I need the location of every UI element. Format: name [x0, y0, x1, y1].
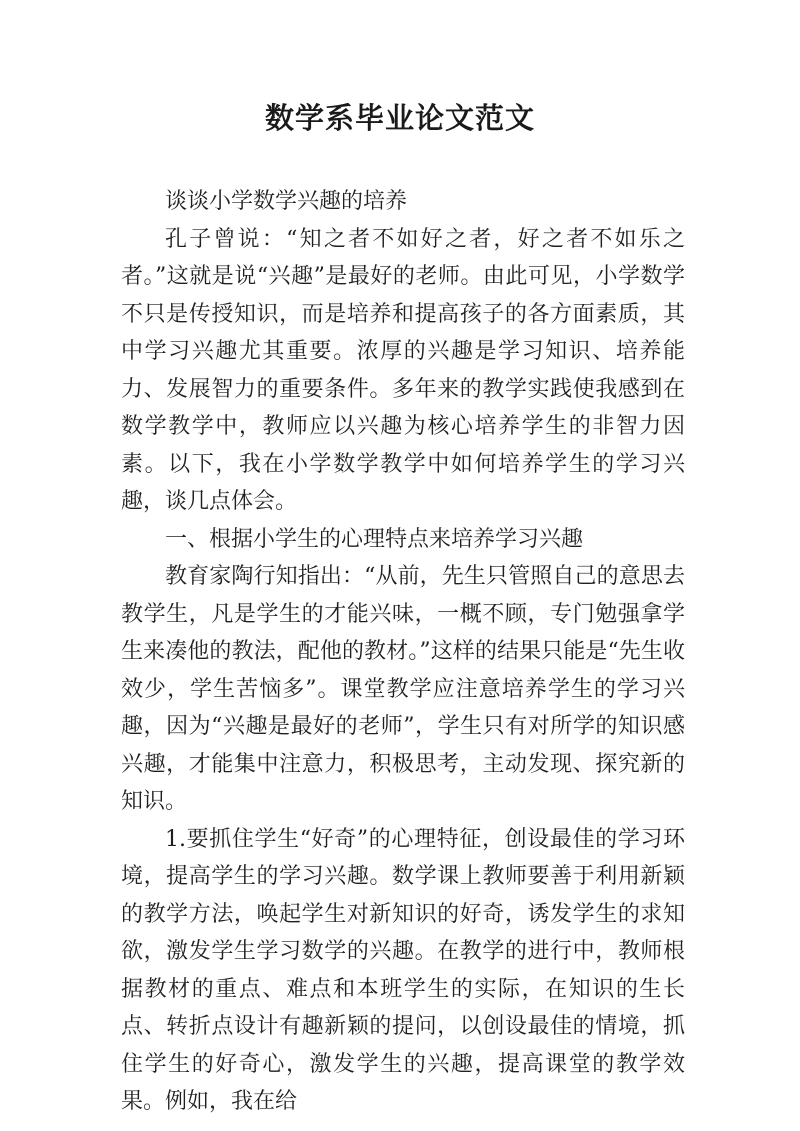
section-heading: 一、根据小学生的心理特点来培养学习兴趣 — [165, 526, 584, 552]
document-body — [121, 183, 685, 1121]
subtitle-paragraph: 谈谈小学数学兴趣的培养 — [165, 189, 408, 214]
document-title: 数学系毕业论文范文 — [264, 101, 535, 135]
body-paragraph: 1.要抓住学生“好奇”的心理特征，创设最佳的学习环境，提高学生的学习兴趣。数学课上教师要善于利用新颖的教学方法，唤起学生对新知识的好奇，诱发学生的求知欲，激发学生学习数学的兴趣。在教学的进行中，教师根据教材的重点、难点和本班学生的实际，在知识的生长点、转折点设计有趣新颖的提问，以创设最佳的情境，抓住学生的好奇心，激发学生的兴趣，提高课堂的教学效果。例如，我在给 — [121, 826, 685, 1114]
body-paragraph: 教育家陶行知指出：“从前，先生只管照自己的意思去教学生，凡是学生的才能兴味，一概不顾，专门勉强拿学生来凑他的教法，配他的教材。”这样的结果只能是“先生收效少，学生苦恼多”。课堂教学应注意培养学生的学习兴趣，因为“兴趣是最好的老师”，学生只有对所学的知识感兴趣，才能集中注意力，积极思考，主动发现、探究新的知识。 — [121, 564, 685, 814]
body-paragraph: 孔子曾说：“知之者不如好之者，好之者不如乐之者。”这就是说“兴趣”是最好的老师。由此可见，小学数学不只是传授知识，而是培养和提高孩子的各方面素质，其中学习兴趣尤其重要。浓厚的兴趣是学习知识、培养能力、发展智力的重要条件。多年来的教学实践使我感到在数学教学中，教师应以兴趣为核心培养学生的非智力因素。以下，我在小学数学教学中如何培养学生的学习兴趣，谈几点体会。 — [121, 226, 685, 514]
